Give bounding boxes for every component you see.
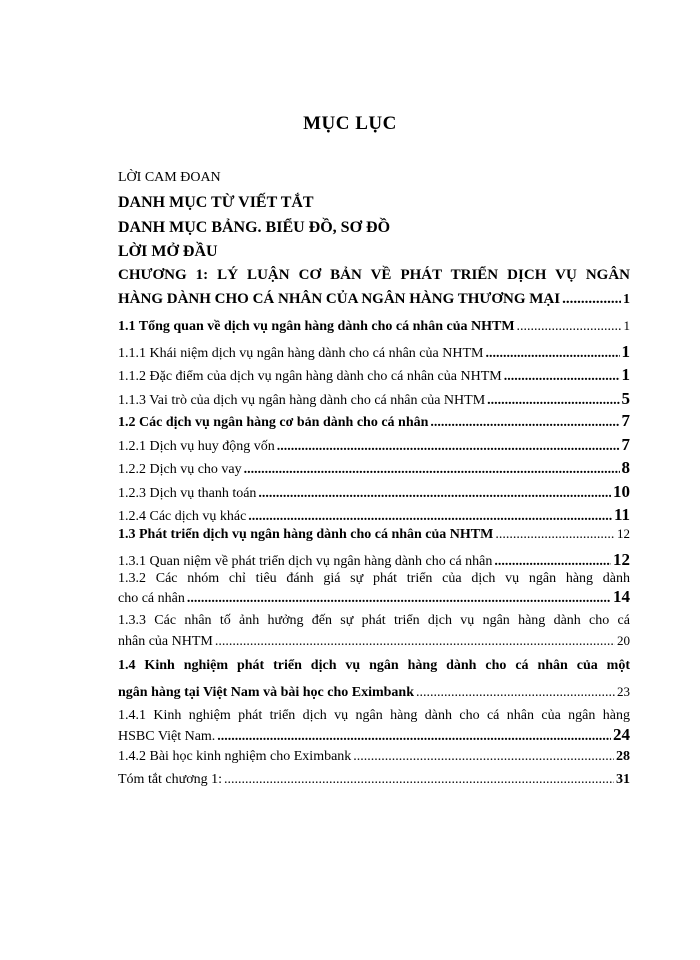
toc-entry-1-2-1 [118,436,630,455]
leader-dots [487,392,619,409]
page-number: 1 [623,292,630,307]
chapter-title-line2: HÀNG DÀNH CHO CÁ NHÂN CỦA NGÂN HÀNG THƯƠNG MẠI [118,291,561,307]
page-number: 1 [621,342,630,361]
page-number: 31 [616,772,630,787]
page-number: 7 [621,435,630,454]
toc-entry-label: 1.2 Các dịch vụ ngân hàng cơ bản dành cho cá nhân [118,415,429,430]
toc-entry-label: ngân hàng tại Việt Nam và bài học cho Eximbank [118,685,414,700]
toc-entry-label: 1.2.4 Các dịch vụ khác [118,509,247,524]
toc-entry-label: Tóm tắt chương 1: [118,772,223,787]
toc-entry-label: 1.1.1 Khái niệm dịch vụ ngân hàng dành cho cá nhân của NHTM [118,346,484,361]
page-number: 20 [617,633,630,648]
toc-entry-label: 1.3.1 Quan niệm về phát triển dịch vụ ngân hàng dành cho cá nhân [118,554,493,569]
leader-dots [224,771,614,788]
toc-entry-1-1-2 [118,366,630,385]
toc-entry-label: 1.4.2 Bài học kinh nghiệm cho Eximbank [118,749,352,764]
toc-entry-1-3-2 [118,570,630,587]
toc-entry-danh-muc-tu-viet-tat [118,194,630,211]
toc-entry-label: 1.2.3 Dịch vụ thanh toán [118,486,257,501]
leader-dots [353,748,614,765]
leader-dots [504,368,620,385]
toc-entry-label: 1.2.1 Dịch vụ huy động vốn [118,439,275,454]
page-number: 8 [621,458,630,477]
toc-entry-label: LỜI MỞ ĐẦU [118,243,218,260]
toc-entry-1-3 [118,525,630,543]
page-number: 1 [621,365,630,384]
toc-entry-label: 1.3 Phát triển dịch vụ ngân hàng dành cho cá nhân của NHTM [118,527,494,542]
page-number: 28 [616,749,630,764]
toc-entry-1-1 [118,317,630,335]
toc-entry-1-2-4 [118,506,630,525]
toc-entry-line1: 1.4 Kinh nghiệm phát triển dịch vụ ngân hàng dành cho cá nhân của một [118,658,630,673]
toc-entry-label: DANH MỤC BẢNG. BIỂU ĐỒ, SƠ ĐỒ [118,219,391,236]
toc-entry-label: nhân của NHTM [118,634,213,649]
toc-entry-loi-mo-dau [118,243,630,260]
toc-entry-1-1-1 [118,343,630,362]
leader-dots [485,345,619,362]
toc-entry-tom-tat [118,771,630,788]
toc-entry-label: HSBC Việt Nam. [118,729,216,744]
toc-entry-1-1-3 [118,390,630,409]
page-number: 14 [613,587,630,606]
page-number: 5 [621,389,630,408]
leader-dots [248,508,612,525]
toc-entry-1-2 [118,412,630,431]
toc-title: MỤC LỤC [303,113,397,134]
leader-dots [430,414,619,431]
leader-dots [217,728,611,745]
toc-entry-line1: 1.4.1 Kinh nghiệm phát triển dịch vụ ngân hàng dành cho cá nhân của ngân hàng [118,708,630,723]
page-number: 24 [613,725,630,744]
toc-entry-line1: 1.3.3 Các nhân tố ảnh hưởng đến sự phát triển dịch vụ ngân hàng dành cho cá [118,613,630,628]
toc-entry-1-4-1-line2 [118,726,630,745]
toc-entry-1-3-1 [118,551,630,570]
leader-dots [258,485,611,502]
page-number: 1 [623,318,630,333]
toc-entry-danh-muc-bang [118,219,630,236]
toc-chapter-1-line2 [118,291,630,308]
toc-entry-1-2-3 [118,483,630,502]
toc-entry-1-4-2 [118,748,630,765]
toc-entry-line1: 1.3.2 Các nhóm chỉ tiêu đánh giá sự phát triển của dịch vụ ngân hàng dành [118,571,630,586]
chapter-title-line1: CHƯƠNG 1: LÝ LUẬN CƠ BẢN VỀ PHÁT TRIỂN DỊCH VỤ NGÂN [118,267,630,283]
toc-entry-loi-cam-doan [118,169,630,186]
leader-dots [416,684,615,701]
page-number: 7 [621,411,630,430]
page-number: 23 [617,684,630,699]
toc-entry-1-3-3 [118,612,630,629]
page-number: 12 [613,550,630,569]
leader-dots [517,318,622,335]
toc-entry-label: cho cá nhân [118,591,185,606]
leader-dots [562,291,621,308]
leader-dots [187,590,611,607]
toc-entry-1-2-2 [118,459,630,478]
toc-entry-1-4-1 [118,707,630,724]
toc-entry-1-4-line2 [118,683,630,701]
leader-dots [215,633,615,650]
toc-entry-label: 1.2.2 Dịch vụ cho vay [118,462,242,477]
leader-dots [244,461,620,478]
leader-dots [494,553,611,570]
toc-entry-label: LỜI CAM ĐOAN [118,170,221,185]
toc-entry-label: 1.1 Tổng quan về dịch vụ ngân hàng dành cho cá nhân của NHTM [118,319,515,334]
toc-entry-label: 1.1.2 Đặc điểm của dịch vụ ngân hàng dành cho cá nhân của NHTM [118,369,502,384]
page-number: 12 [617,526,630,541]
toc-entry-label: DANH MỤC TỪ VIẾT TẮT [118,194,314,211]
toc-chapter-1 [118,267,630,284]
leader-dots [495,526,615,543]
page-number: 11 [613,505,630,524]
toc-entry-label: 1.1.3 Vai trò của dịch vụ ngân hàng dành cho cá nhân của NHTM [118,393,486,408]
leader-dots [277,438,620,455]
toc-entry-1-3-2-line2 [118,588,630,607]
page-number: 10 [613,482,630,501]
toc-entry-1-3-3-line2 [118,632,630,650]
toc-entry-1-4 [118,657,630,674]
